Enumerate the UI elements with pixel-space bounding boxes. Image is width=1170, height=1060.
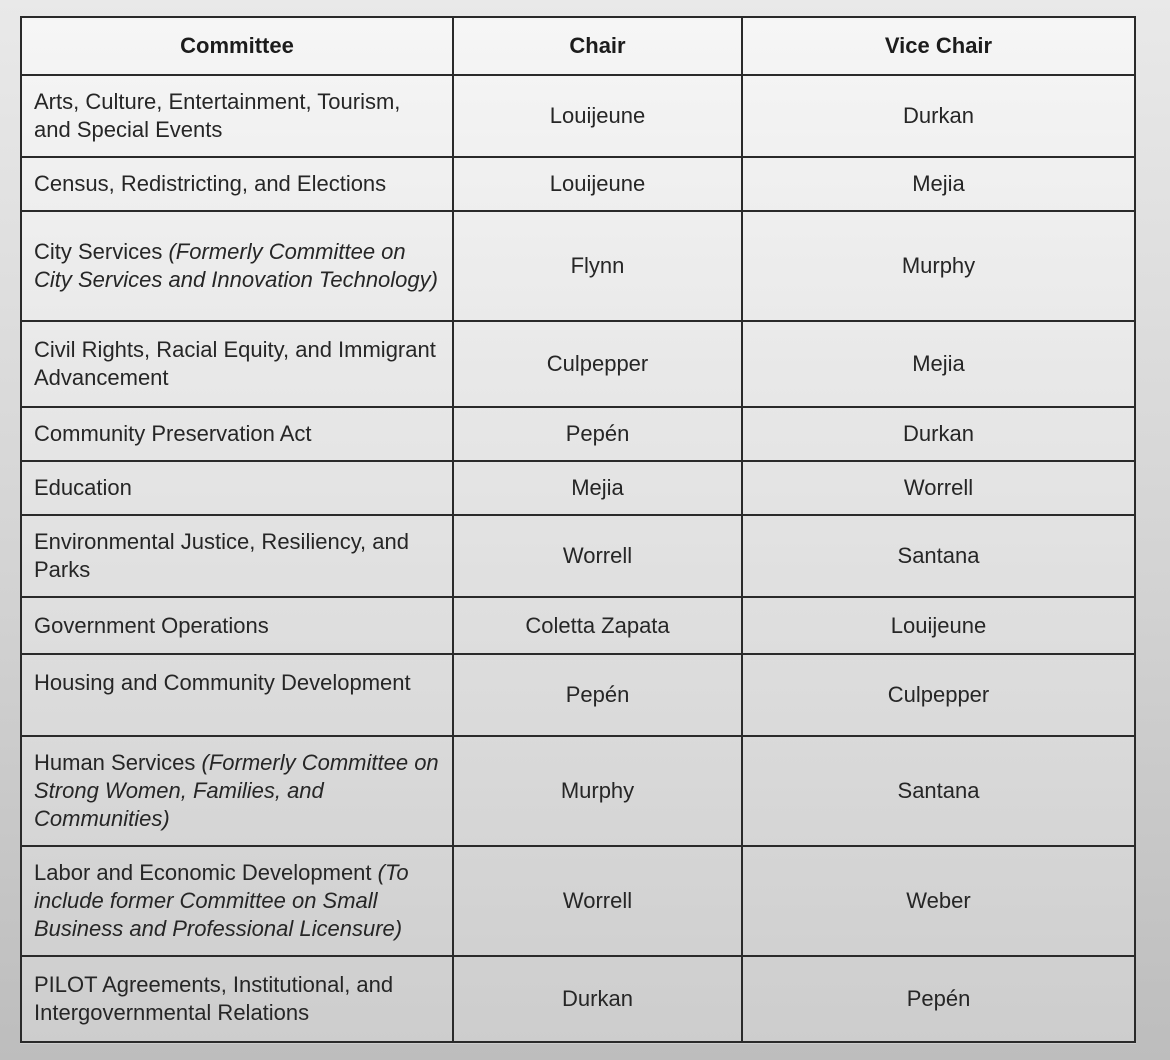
vice-chair-cell: Weber — [742, 846, 1135, 956]
vice-chair-cell: Durkan — [742, 407, 1135, 461]
committee-note: (Formerly Committee on City Services and Innovation Technology) — [34, 239, 438, 292]
chair-cell: Culpepper — [453, 321, 742, 407]
committee-name: Labor and Economic Development — [34, 860, 372, 885]
chair-cell: Mejia — [453, 461, 742, 515]
chair-cell: Worrell — [453, 515, 742, 597]
committee-name: Community Preservation Act — [34, 421, 312, 446]
chair-cell: Flynn — [453, 211, 742, 321]
committee-cell — [21, 461, 453, 515]
committee-name: City Services — [34, 239, 163, 264]
chair-cell: Worrell — [453, 846, 742, 956]
committee-name: Education — [34, 475, 132, 500]
committee-name: Civil Rights, Racial Equity, and Immigrant Advancement — [34, 337, 436, 390]
committee-name: Housing and Community Development — [34, 670, 411, 695]
vice-chair-cell: Murphy — [742, 211, 1135, 321]
committee-name: Census, Redistricting, and Elections — [34, 171, 387, 196]
header-vice-chair: Vice Chair — [742, 17, 1135, 75]
committee-cell — [21, 956, 453, 1042]
committee-cell — [21, 321, 453, 407]
table-header-row — [21, 17, 1135, 75]
chair-cell: Louijeune — [453, 75, 742, 157]
chair-cell: Pepén — [453, 407, 742, 461]
vice-chair-cell: Pepén — [742, 956, 1135, 1042]
table-row — [21, 597, 1135, 654]
committee-note: (Formerly Committee on Strong Women, Families, and Communities) — [34, 750, 439, 831]
document-page — [20, 16, 1136, 1044]
committee-name: Government Operations — [34, 612, 269, 638]
committee-name: PILOT Agreements, Institutional, and Intergovernmental Relations — [34, 972, 394, 1025]
committee-note: (To include former Committee on Small Business and Professional Licensure) — [34, 860, 409, 941]
chair-cell: Durkan — [453, 956, 742, 1042]
vice-chair-cell: Durkan — [742, 75, 1135, 157]
chair-cell: Coletta Zapata — [453, 597, 742, 654]
committee-cell — [21, 515, 453, 597]
chair-cell: Pepén — [453, 654, 742, 736]
vice-chair-cell: Culpepper — [742, 654, 1135, 736]
committee-name: Environmental Justice, Resiliency, and Parks — [34, 529, 409, 582]
table-row — [21, 211, 1135, 321]
chair-cell: Louijeune — [453, 157, 742, 211]
committee-cell — [21, 211, 453, 321]
table-row — [21, 461, 1135, 515]
table-row — [21, 515, 1135, 597]
table-row — [21, 846, 1135, 956]
committee-cell — [21, 736, 453, 846]
committee-cell — [21, 846, 453, 956]
committee-cell — [21, 597, 453, 654]
committee-cell — [21, 654, 453, 736]
committee-table — [20, 16, 1136, 1043]
committee-name: Human Services — [34, 750, 196, 775]
committee-cell — [21, 407, 453, 461]
table-row — [21, 736, 1135, 846]
committee-name: Arts, Culture, Entertainment, Tourism, and Special Events — [34, 89, 401, 142]
committee-cell — [21, 157, 453, 211]
vice-chair-cell: Santana — [742, 515, 1135, 597]
table-row — [21, 75, 1135, 157]
header-committee: Committee — [21, 17, 453, 75]
vice-chair-cell: Louijeune — [742, 597, 1135, 654]
table-row — [21, 407, 1135, 461]
vice-chair-cell: Worrell — [742, 461, 1135, 515]
vice-chair-cell: Mejia — [742, 157, 1135, 211]
vice-chair-cell: Santana — [742, 736, 1135, 846]
header-chair: Chair — [453, 17, 742, 75]
table-row — [21, 654, 1135, 736]
table-row — [21, 321, 1135, 407]
table-row — [21, 956, 1135, 1042]
chair-cell: Murphy — [453, 736, 742, 846]
vice-chair-cell: Mejia — [742, 321, 1135, 407]
table-row — [21, 157, 1135, 211]
committee-cell — [21, 75, 453, 157]
